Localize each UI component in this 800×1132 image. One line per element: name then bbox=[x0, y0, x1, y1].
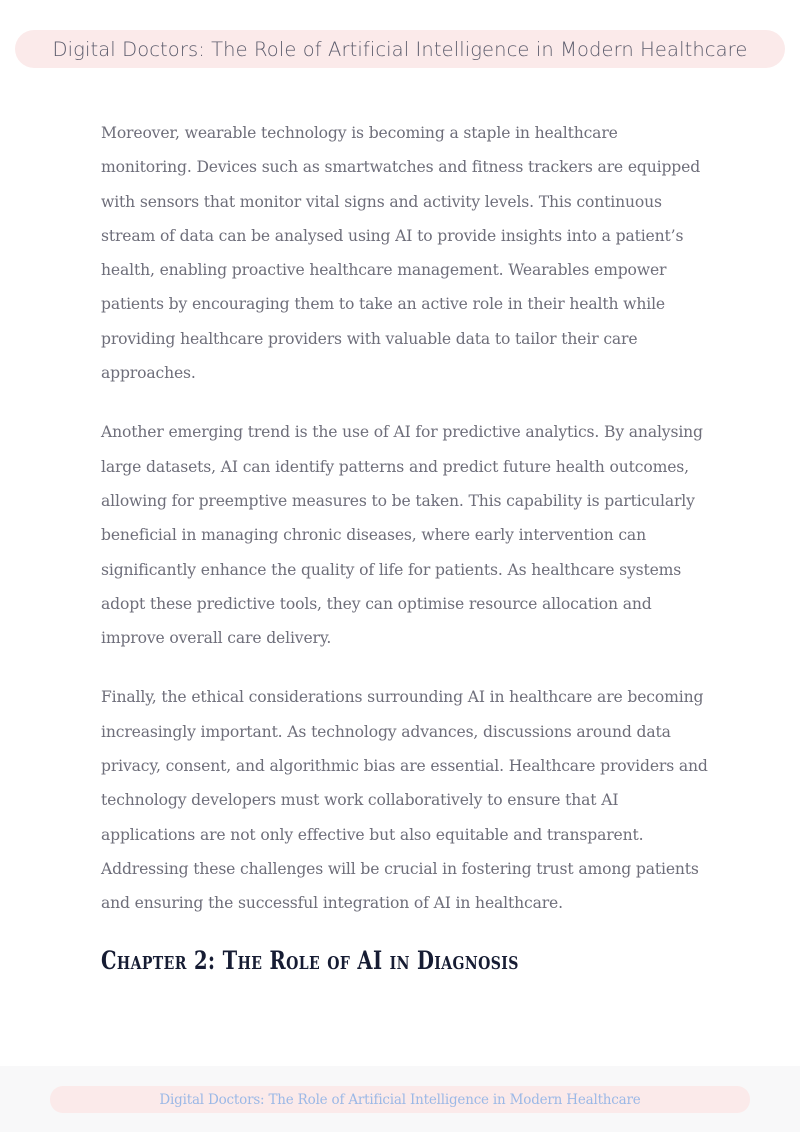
paragraph-ethics: Finally, the ethical considerations surrounding AI in healthcare are becoming increasingly important. As technology advances, discussions around data privacy, consent, and algorithmic bias are essential. Healthcare providers and technology developers must work collaboratively to ensure that AI applications are not only effective but also equitable and transparent. Addressing these challenges will be crucial in fostering trust among patients and ensuring the successful integration of AI in healthcare. bbox=[101, 688, 708, 913]
paragraph-predictive-analytics: Another emerging trend is the use of AI for predictive analytics. By analysing large datasets, AI can identify patterns and predict future health outcomes, allowing for preemptive measures to be taken. This capability is particularly beneficial in managing chronic diseases, where early intervention can significantly enhance the quality of life for patients. As healthcare systems adopt these predictive tools, they can optimise resource allocation and improve overall care delivery. bbox=[101, 423, 703, 648]
footer-bar bbox=[50, 1086, 750, 1113]
header-title: Digital Doctors: The Role of Artificial Intelligence in Modern Healthcare bbox=[52, 37, 748, 61]
running-header bbox=[15, 30, 785, 68]
chapter-heading: Chapter 2: The Role of AI in Diagnosis bbox=[101, 946, 519, 975]
footer-title: Digital Doctors: The Role of Artificial Intelligence in Modern Healthcare bbox=[159, 1091, 641, 1108]
paragraph-wearables: Moreover, wearable technology is becoming a staple in healthcare monitoring. Devices such as smartwatches and fitness trackers are equipped with sensors that monitor vital signs and activity levels. This continuous stream of data can be analysed using AI to provide insights into a patient’s health, enabling proactive healthcare management. Wearables empower patients by encouraging them to take an active role in their health while providing healthcare providers with valuable data to tailor their care approaches. bbox=[101, 124, 701, 383]
footer bbox=[0, 1066, 800, 1132]
page-body bbox=[101, 116, 711, 946]
